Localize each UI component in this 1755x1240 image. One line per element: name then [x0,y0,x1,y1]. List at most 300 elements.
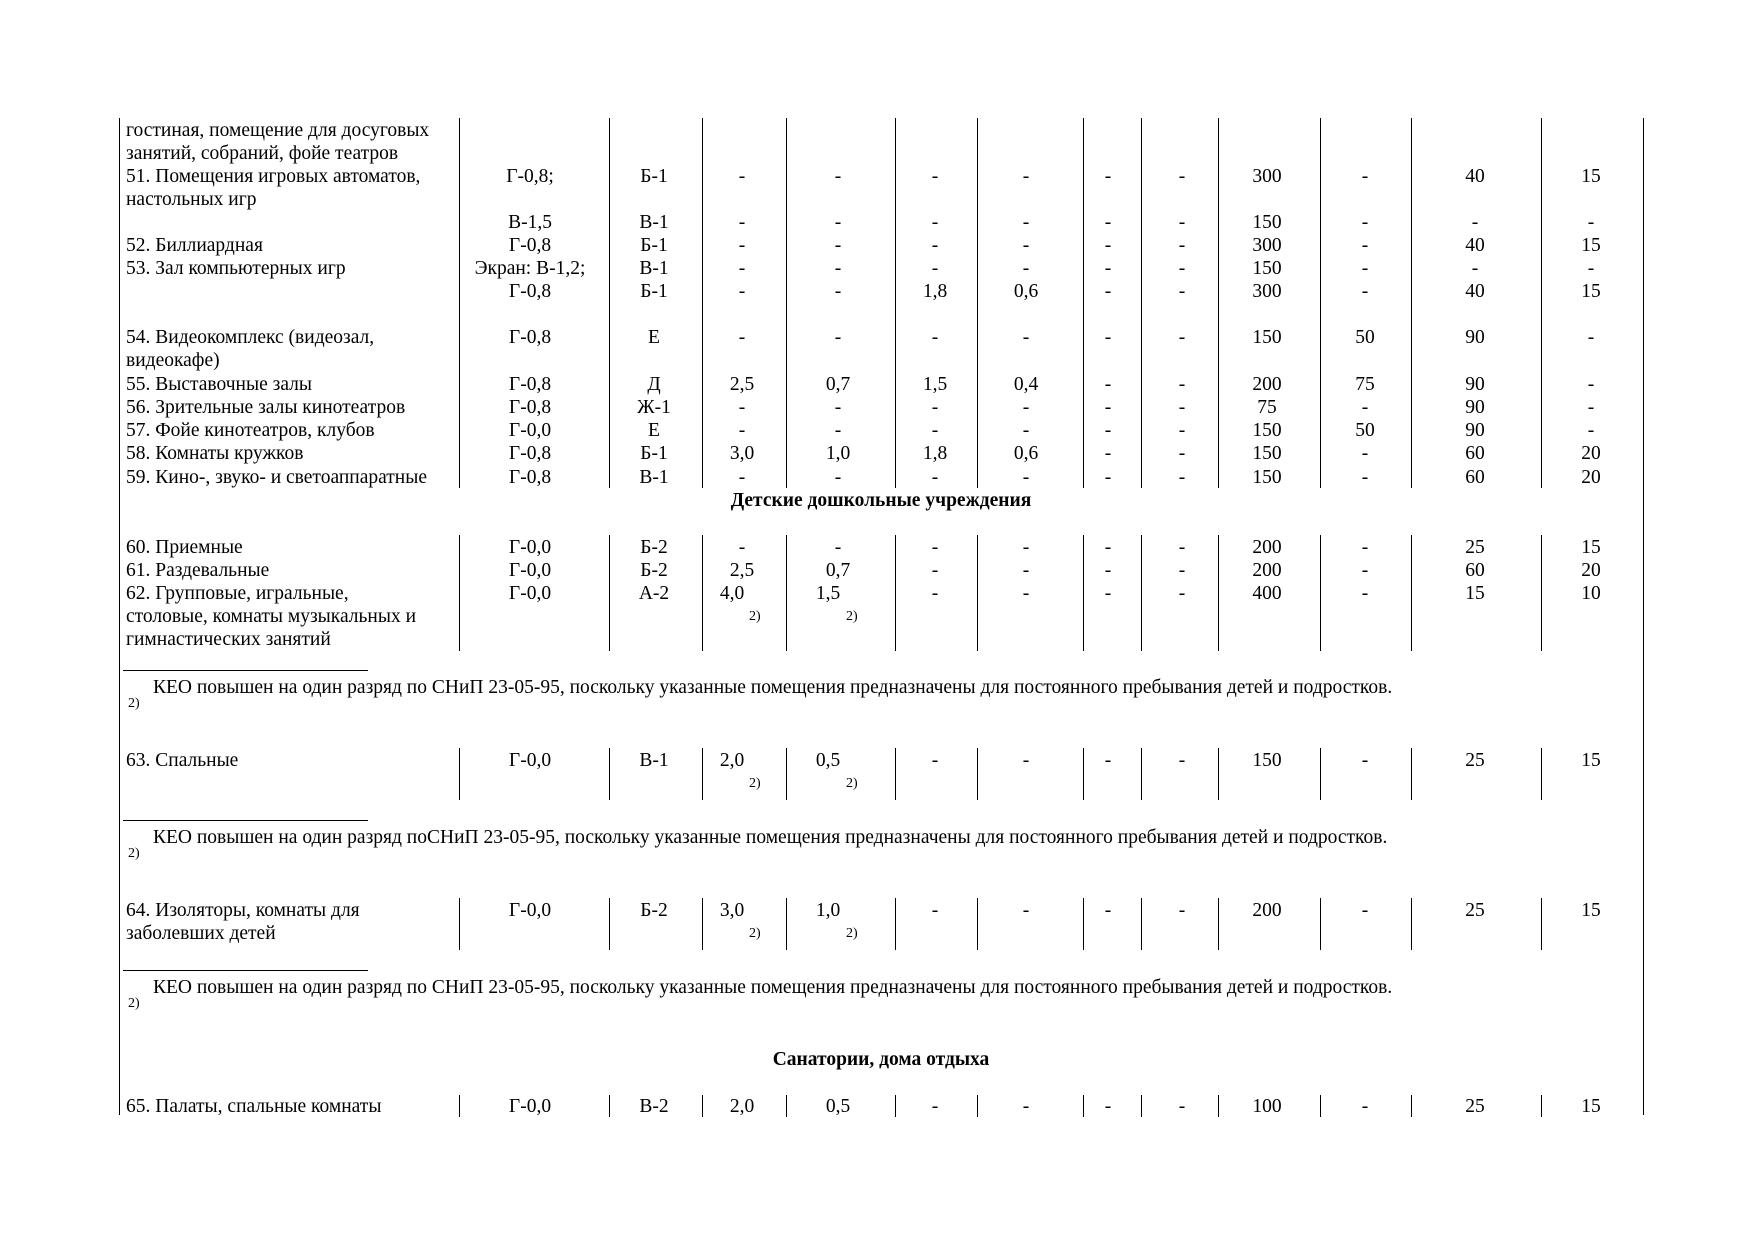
table-cell: - [931,1096,939,1117]
table-cell: - [1022,327,1030,348]
table-cell: 15 [1581,750,1601,771]
table-cell: - [1587,420,1595,441]
column-divider [1218,535,1219,651]
table-cell: - [1361,443,1369,464]
table-cell: 150 [1252,420,1282,441]
table-cell: 20 [1581,443,1601,464]
table-cell: - [1361,537,1369,558]
column-divider [609,118,610,488]
table-cell: Г-0,0 [508,560,552,581]
table-cell: Б-2 [640,900,668,921]
column-divider [1320,535,1321,651]
footnote-text: КЕО повышен на один разряд по СНиП 23-05-95, поскольку указанные помещения предназначены для постоянного пребывания детей и подростков. [153,677,1393,698]
table-cell: - [738,258,746,279]
table-cell: 10 [1581,583,1601,604]
table-cell: - [1361,166,1369,187]
column-divider [459,535,460,651]
table-cell: Г-0,0 [508,900,552,921]
table-cell: - [834,467,842,488]
column-divider [1320,118,1321,488]
row-name-line: 58. Комнаты кружков [126,443,304,464]
table-cell: - [1104,258,1112,279]
table-cell: - [1104,583,1112,604]
table-cell: - [738,235,746,256]
table-cell: - [1022,235,1030,256]
row-name-line: 62. Групповые, игральные, [126,583,349,604]
table-cell: - [931,900,939,921]
table-cell: Г-0,8 [508,467,552,488]
table-cell: 90 [1465,397,1485,418]
table-cell: - [1104,560,1112,581]
table-cell: - [1361,583,1369,604]
table-cell: - [1104,212,1112,233]
footnote-marker: 2) [128,846,140,861]
table-cell: - [1361,281,1369,302]
row-name-line: гимнастических занятий [126,629,331,650]
table-cell: 75 [1355,374,1375,395]
table-cell: - [1361,560,1369,581]
table-cell: - [1022,258,1030,279]
table-cell: Г-0,8 [508,235,552,256]
column-divider [977,898,978,950]
column-divider [1083,748,1084,800]
table-cell: 25 [1465,900,1485,921]
row-name-line: 52. Биллиардная [126,235,263,256]
table-cell: 75 [1257,397,1277,418]
row-name-line: настольных игр [126,189,257,210]
footnote-marker: 2) [749,609,761,624]
footnote-marker: 2) [128,996,140,1011]
table-cell: - [1361,212,1369,233]
table-cell: - [1178,900,1186,921]
table-cell: - [1178,560,1186,581]
column-divider [459,748,460,800]
table-cell: Г-0,0 [508,1096,552,1117]
table-cell: 200 [1252,537,1282,558]
table-cell: 400 [1252,583,1282,604]
table-cell: 300 [1252,235,1282,256]
table-cell: 200 [1252,374,1282,395]
table-cell: 1,5 [922,374,948,395]
column-divider [895,118,896,488]
table-cell: 3,0 [729,443,755,464]
table-cell: 25 [1465,537,1485,558]
footnote-marker: 2) [846,776,858,791]
column-divider [1083,1095,1084,1117]
table-cell: - [738,327,746,348]
table-cell: - [834,537,842,558]
table-cell: - [1178,467,1186,488]
table-cell: - [738,281,746,302]
table-cell: - [1104,281,1112,302]
column-divider [1541,118,1542,488]
table-cell: Г-0,0 [508,537,552,558]
table-cell: Г-0,8 [508,374,552,395]
table-cell: - [1587,397,1595,418]
column-divider [1083,535,1084,651]
table-cell: 50 [1355,327,1375,348]
table-cell: - [1022,1096,1030,1117]
footnote-text: КЕО повышен на один разряд по СНиП 23-05-95, поскольку указанные помещения предназначены для постоянного пребывания детей и подростков. [153,977,1393,998]
table-cell: Г-0,0 [508,750,552,771]
table-cell: - [1361,1096,1369,1117]
table-cell: Г-0,8 [508,397,552,418]
row-name-line: 64. Изоляторы, комнаты для [126,900,360,921]
row-name-line: видеокафе) [126,350,220,371]
row-name-line: столовые, комнаты музыкальных и [126,606,417,627]
footnote-marker: 2) [846,609,858,624]
row-name-line: 53. Зал компьютерных игр [126,258,346,279]
table-cell: Г-0,8 [508,281,552,302]
table-cell: - [1471,212,1479,233]
table-cell: - [738,397,746,418]
column-divider [1141,1095,1142,1117]
table-cell: 20 [1581,560,1601,581]
column-divider [459,118,460,488]
table-cell: 0,7 [825,560,851,581]
table-cell: - [1178,1096,1186,1117]
column-divider [609,535,610,651]
table-cell: 150 [1252,467,1282,488]
table-cell: 200 [1252,900,1282,921]
column-divider [977,535,978,651]
table-cell: - [1178,166,1186,187]
table-cell: 15 [1581,537,1601,558]
table-cell: 300 [1252,166,1282,187]
table-cell: 40 [1465,166,1485,187]
row-name-line: 59. Кино-, звуко- и светоаппаратные [126,467,427,488]
column-divider [895,1095,896,1117]
footnote-marker: 2) [846,926,858,941]
table-cell: В-2 [639,1096,669,1117]
footnote-separator [123,670,368,671]
column-divider [1141,535,1142,651]
column-divider [1218,898,1219,950]
column-divider [786,535,787,651]
table-cell: Б-2 [640,560,668,581]
table-cell: - [931,166,939,187]
table-cell: Г-0,0 [508,420,552,441]
table-cell: Е [648,327,660,348]
column-divider [459,898,460,950]
table-cell: - [834,397,842,418]
table-cell: 2,5 [729,560,755,581]
column-divider [609,898,610,950]
table-cell: Экран: В-1,2; [474,258,586,279]
table-cell: В-1 [639,258,669,279]
column-divider [977,748,978,800]
column-divider [1411,535,1412,651]
table-cell: - [1104,443,1112,464]
table-cell: - [1104,235,1112,256]
table-cell: 60 [1465,560,1485,581]
column-divider [1541,1095,1542,1117]
table-cell: 15 [1581,1096,1601,1117]
row-name-line: 65. Палаты, спальные комнаты [126,1096,382,1117]
row-name-line: гостиная, помещение для досуговых [126,120,430,141]
column-divider [609,748,610,800]
table-cell: - [1022,537,1030,558]
table-cell: - [834,166,842,187]
table-cell: - [1178,397,1186,418]
table-cell: 1,0 [825,443,851,464]
table-cell: - [931,750,939,771]
table-cell: - [931,258,939,279]
table-cell: - [1178,443,1186,464]
table-cell: - [1178,258,1186,279]
table-cell: - [1104,537,1112,558]
table-cell: В-1,5 [508,212,552,233]
column-divider [1320,748,1321,800]
column-divider [1141,898,1142,950]
table-cell: 25 [1465,1096,1485,1117]
table-cell: - [1022,900,1030,921]
table-cell: Б-2 [640,537,668,558]
table-cell: - [1104,166,1112,187]
table-cell: 150 [1252,258,1282,279]
table-cell: - [1361,258,1369,279]
table-cell: - [1471,258,1479,279]
table-cell: - [1104,374,1112,395]
table-cell: 2,5 [729,374,755,395]
table-cell: - [1104,397,1112,418]
column-divider [786,118,787,488]
table-cell: - [1104,327,1112,348]
table-cell: - [1587,258,1595,279]
table-cell: - [931,537,939,558]
table-cell: - [1178,327,1186,348]
table-cell: Е [648,420,660,441]
table-right-border [1643,118,1644,1115]
column-divider [702,898,703,950]
table-cell: В-1 [639,467,669,488]
column-divider [895,898,896,950]
column-divider [895,748,896,800]
column-divider [1141,748,1142,800]
row-name-line: 63. Спальные [126,750,239,771]
table-cell: - [1104,900,1112,921]
table-cell: - [1022,166,1030,187]
table-left-border [119,118,120,1115]
footnote-marker: 2) [128,696,140,711]
table-cell: - [738,537,746,558]
column-divider [1320,898,1321,950]
column-divider [1141,118,1142,488]
column-divider [702,1095,703,1117]
table-cell: - [1022,750,1030,771]
table-cell: - [1104,420,1112,441]
table-cell: - [1361,397,1369,418]
table-cell: - [931,397,939,418]
table-cell: - [1022,467,1030,488]
footnote-separator [123,970,368,971]
table-cell: Г-0,8; [506,166,554,187]
table-cell: 300 [1252,281,1282,302]
table-cell: - [834,235,842,256]
row-name-line: 61. Раздевальные [126,560,270,581]
table-cell: - [834,212,842,233]
column-divider [977,118,978,488]
table-cell: 1,8 [922,443,948,464]
table-cell: Ж-1 [637,397,671,418]
table-cell: - [931,583,939,604]
table-cell: 0,5 [815,750,841,771]
table-cell: 60 [1465,467,1485,488]
table-cell: - [931,467,939,488]
table-cell: - [1587,374,1595,395]
table-cell: Г-0,8 [508,327,552,348]
column-divider [1218,748,1219,800]
table-cell: 15 [1581,900,1601,921]
table-cell: - [834,258,842,279]
table-cell: 150 [1252,327,1282,348]
table-cell: 90 [1465,420,1485,441]
table-cell: 0,4 [1013,374,1039,395]
table-cell: 2,0 [729,1096,755,1117]
table-cell: Б-1 [640,281,668,302]
column-divider [702,535,703,651]
footnote-separator [123,820,368,821]
table-cell: - [834,327,842,348]
table-cell: - [1178,281,1186,302]
table-cell: - [1178,235,1186,256]
table-cell: 25 [1465,750,1485,771]
column-divider [1541,748,1542,800]
table-cell: 1,0 [815,900,841,921]
table-cell: 100 [1252,1096,1282,1117]
table-cell: - [1022,420,1030,441]
column-divider [1411,898,1412,950]
table-cell: 20 [1581,467,1601,488]
table-cell: 3,0 [719,900,745,921]
table-cell: - [1587,327,1595,348]
table-cell: - [1104,467,1112,488]
column-divider [786,898,787,950]
table-cell: - [738,166,746,187]
table-cell: В-1 [639,750,669,771]
column-divider [1083,898,1084,950]
table-cell: - [931,235,939,256]
table-cell: - [738,467,746,488]
column-divider [1218,1095,1219,1117]
table-cell: - [1361,467,1369,488]
row-name-line: 54. Видеокомплекс (видеозал, [126,327,375,348]
table-cell: - [1022,583,1030,604]
table-cell: - [931,327,939,348]
table-cell: - [1361,750,1369,771]
footnote-marker: 2) [749,926,761,941]
table-cell: Б-1 [640,443,668,464]
table-cell: Г-0,0 [508,583,552,604]
column-divider [1541,535,1542,651]
table-cell: 15 [1465,583,1485,604]
column-divider [1411,1095,1412,1117]
table-cell: - [1361,235,1369,256]
column-divider [702,118,703,488]
table-cell: Д [647,374,661,395]
section-header: Санатории, дома отдыха [772,1049,990,1070]
table-cell: - [834,281,842,302]
column-divider [1320,1095,1321,1117]
column-divider [895,535,896,651]
column-divider [1411,748,1412,800]
row-name-line: 55. Выставочные залы [126,374,312,395]
row-name-line: 56. Зрительные залы кинотеатров [126,397,406,418]
table-cell: 1,8 [922,281,948,302]
table-cell: 40 [1465,281,1485,302]
table-cell: 0,5 [825,1096,851,1117]
table-cell: - [1178,420,1186,441]
table-cell: Г-0,8 [508,443,552,464]
column-divider [786,1095,787,1117]
table-cell: - [1178,374,1186,395]
table-cell: 0,7 [825,374,851,395]
column-divider [786,748,787,800]
column-divider [1411,118,1412,488]
table-cell: - [738,212,746,233]
table-cell: - [1104,1096,1112,1117]
table-cell: - [1361,900,1369,921]
footnote-marker: 2) [749,776,761,791]
table-cell: - [1178,212,1186,233]
table-cell: - [931,212,939,233]
table-cell: - [1104,750,1112,771]
column-divider [1218,118,1219,488]
table-cell: - [1178,750,1186,771]
column-divider [459,1095,460,1117]
table-cell: 0,6 [1013,443,1039,464]
column-divider [609,1095,610,1117]
table-cell: 150 [1252,750,1282,771]
table-cell: - [1022,560,1030,581]
table-cell: 15 [1581,235,1601,256]
table-cell: 90 [1465,327,1485,348]
footnote-text: КЕО повышен на один разряд поСНиП 23-05-95, поскольку указанные помещения предназначены для постоянного пребывания детей и подростков. [153,827,1388,848]
table-cell: - [1178,583,1186,604]
row-name-line: 57. Фойе кинотеатров, клубов [126,420,375,441]
table-cell: В-1 [639,212,669,233]
table-cell: 1,5 [815,583,841,604]
table-cell: 2,0 [719,750,745,771]
row-name-line: заболевших детей [126,923,276,944]
table-cell: Б-1 [640,235,668,256]
column-divider [1083,118,1084,488]
table-cell: 40 [1465,235,1485,256]
table-cell: 15 [1581,166,1601,187]
table-cell: А-2 [638,583,670,604]
table-cell: - [1587,212,1595,233]
section-header: Детские дошкольные учреждения [730,490,1032,511]
table-cell: Б-1 [640,166,668,187]
table-cell: 4,0 [719,583,745,604]
table-cell: 150 [1252,212,1282,233]
column-divider [1541,898,1542,950]
table-cell: - [834,420,842,441]
table-cell: 90 [1465,374,1485,395]
row-name-line: 60. Приемные [126,537,243,558]
table-cell: 0,6 [1013,281,1039,302]
table-cell: - [1178,537,1186,558]
table-cell: 200 [1252,560,1282,581]
column-divider [977,1095,978,1117]
table-cell: - [738,420,746,441]
table-cell: - [1022,397,1030,418]
table-cell: 50 [1355,420,1375,441]
column-divider [702,748,703,800]
table-cell: - [931,420,939,441]
table-cell: 60 [1465,443,1485,464]
row-name-line: занятий, собраний, фойе театров [126,143,399,164]
